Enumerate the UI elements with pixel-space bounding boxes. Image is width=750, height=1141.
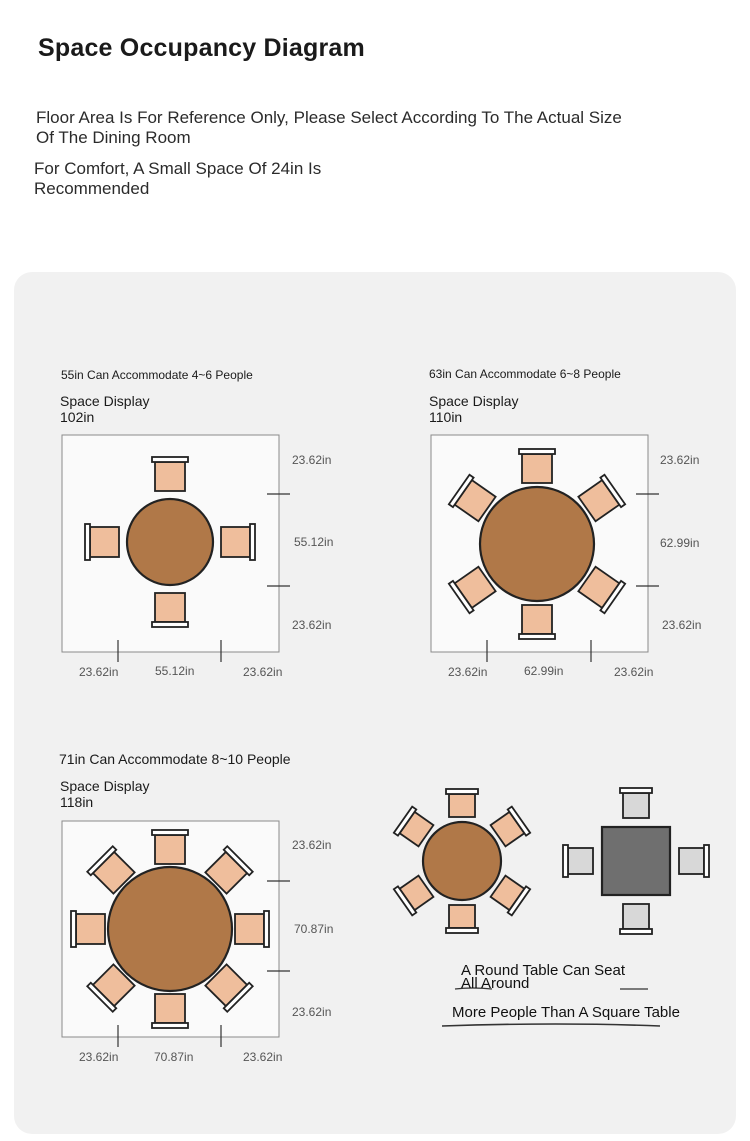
comparison-line2: All Around [461, 975, 530, 992]
comparison-square-chair-bottom [620, 904, 652, 934]
layout1-dim-center: 55.12in [155, 664, 195, 678]
comparison-round-table [423, 822, 501, 900]
layout1-dim-bottom: 23.62in [292, 618, 332, 632]
layout2-dim-middle: 62.99in [660, 536, 700, 550]
comparison-square-chair-right [679, 845, 709, 877]
layout1-dim-middle: 55.12in [294, 535, 334, 549]
layout2-dim-top: 23.62in [660, 453, 700, 467]
layout1-space-label: Space Display [60, 393, 150, 409]
layout1-space-value: 102in [60, 409, 95, 425]
comparison-underline-bottom [442, 1024, 660, 1026]
comparison-line3: More People Than A Square Table [452, 1004, 680, 1021]
layout3-space-value: 118in [60, 794, 94, 810]
layout3-dim-left: 23.62in [79, 1050, 119, 1064]
layout1-dim-left: 23.62in [79, 665, 119, 679]
layout1-caption: 55in Can Accommodate 4~6 People [61, 368, 253, 382]
layout3-space-label: Space Display [60, 778, 150, 794]
page-title: Space Occupancy Diagram [38, 34, 365, 62]
layout3-dim-middle: 70.87in [294, 922, 334, 936]
layout1-dim-right: 23.62in [243, 665, 283, 679]
layout2-dim-left: 23.62in [448, 665, 488, 679]
floor-area-note: Floor Area Is For Reference Only, Please Select According To The Actual Size Of The Dining Room [36, 108, 622, 147]
layout2-dim-center: 62.99in [524, 664, 564, 678]
comparison-round-table [394, 789, 530, 933]
layout3-dim-right: 23.62in [243, 1050, 283, 1064]
comparison-chair-1 [446, 789, 478, 817]
layout3-caption: 71in Can Accommodate 8~10 People [59, 751, 291, 767]
comparison-line1: A Round Table Can Seat [461, 962, 626, 979]
comparison-square-chair-top [620, 788, 652, 818]
comparison-square-table [563, 788, 709, 934]
layout3-dim-top: 23.62in [292, 838, 332, 852]
comparison-square-chair-left [563, 845, 593, 877]
layout2-caption: 63in Can Accommodate 6~8 People [429, 367, 621, 381]
layout3-dim-bottom: 23.62in [292, 1005, 332, 1019]
layout2-space-value: 110in [429, 409, 463, 425]
layout1-dim-top: 23.62in [292, 453, 332, 467]
layout2-dim-right: 23.62in [614, 665, 654, 679]
layout2-dim-bottom: 23.62in [662, 618, 702, 632]
layout3-dim-center: 70.87in [154, 1050, 194, 1064]
comparison-square-tabletop [602, 827, 670, 895]
layout2-space-label: Space Display [429, 393, 519, 409]
comparison-chair-4 [446, 905, 478, 933]
comfort-note: For Comfort, A Small Space Of 24in Is Recommended [34, 159, 322, 198]
